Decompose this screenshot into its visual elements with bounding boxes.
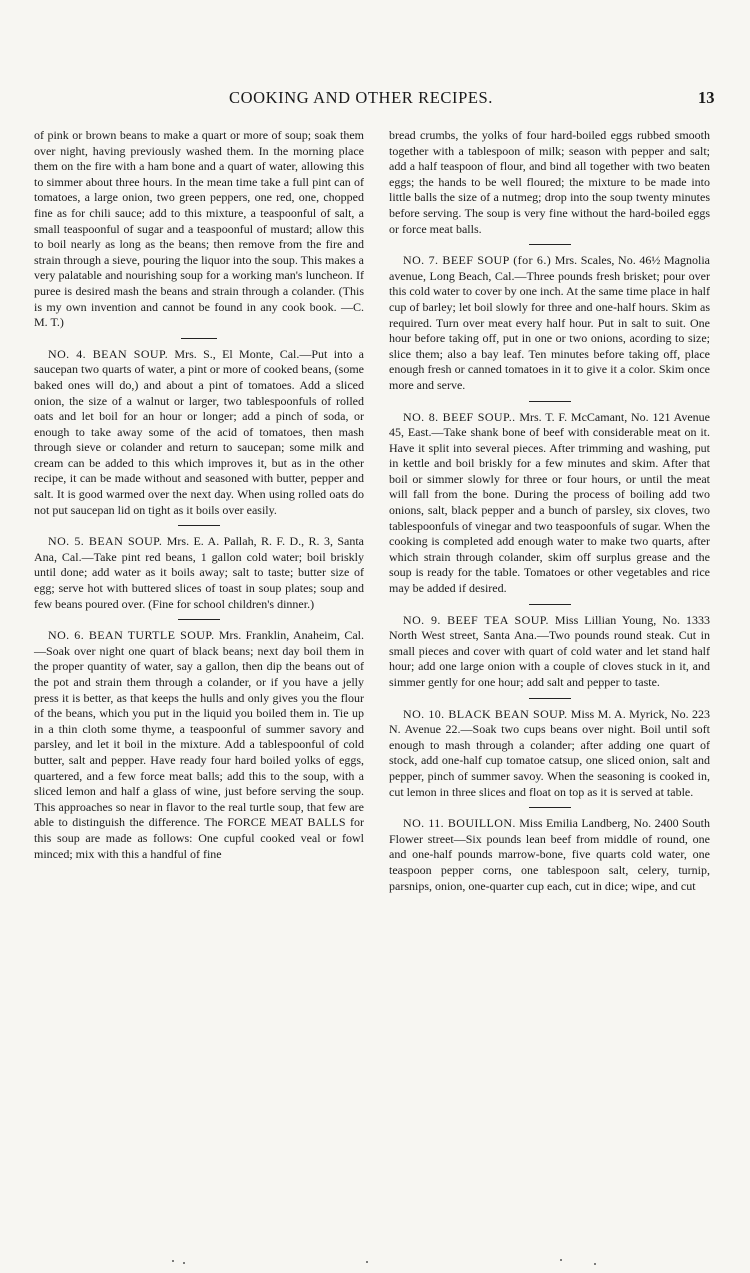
recipe-text: Mrs. S., El Monte, Cal.—Put into a saucepan two quarts of water, a pint or more of cooked beans, (some baked ones will do,) and about a pint of tomatoes. Add a sliced onion, the size of a walnut or larger, two tablespoonfuls of rolled oats and let boil for an hour or longer; add a pinch of soda, or enough to take away some of the acid of tomatoes, then mash through sieve or colander and return to saucepan; some milk and cream can be added to this which improves it, but as in the other recipe, it can be made without and seasoned with butter, pepper and salt. It is good warmed over the next day. When using rolled oats do not put saucepan lid on tight as it boils over easily.: [34, 346, 364, 517]
recipe-text: Mrs. Scales, No. 46½ Magnolia avenue, Long Beach, Cal.—Three pounds fresh brisket; pour over this cold water to cover by one inch. At the same time place in half cup of barley; let boil slowly for three and one-half hours. Skim as required. Turn over meat every half hour. Put in salt to suit. One hour before taking off, put in one or two onions, acording to size; slice them; also a bay leaf. Ten minutes before taking off, place enough fresh or canned tomatoes in it to give it a color. Skim once more and serve.: [389, 253, 711, 392]
right-column: [389, 128, 710, 901]
recipe-4: [34, 347, 364, 519]
recipe-text: Miss M. A. Myrick, No. 223 N. Avenue 22.—Soak two cups beans over night. Boil until soft enough to mash through a colander; after adding one quart of stock, add one-half cup tomatoe catsup, one sliced onion, salt and pepper, pinch of summer savoy. When the seasoning is cooked in, cut lemon in three slices and float on top as it is served at table.: [389, 706, 711, 799]
recipe-text: bread crumbs, the yolks of four hard-boiled eggs rubbed smooth together with a tablespoon of milk; season with pepper and salt; add a half teaspoon of flour, and bind all together with two beaten eggs; the hands to be well floured; the mixture to be made into little balls the size of a nutmeg; drop into the soup twenty minutes before serving. The soup is very fine without the hard-boiled eggs or force meat balls.: [389, 128, 710, 236]
page-number: 13: [698, 88, 715, 107]
recipe-text: Mrs. Franklin, Anaheim, Cal.—Soak over night one quart of black beans; next day boil them in the proper quantity of water, say a gallon, then dip the beans out of the pot and strain them through a colander, or if you have a jelly press it is better, as that keeps the hulls and only gives you the flour of the beans, which you put in the liquid you boiled them in. Tie up in a thin cloth some thyme, a teaspoonful of summer savory and parsley, and let it boil in the mixture. Add a tablespoonful of cold butter, salt and pepper. Have ready four hard boiled yolks of eggs, quartered, and a few force meat balls; add this to the soup, with a sliced lemon and half a glass of wine, just before serving the soup. This approaches so near in flavor to the real turtle soup, that few are able to distinguish the difference. The FORCE MEAT BALLS for this soup are made as follows: One cupful cooked veal or fowl minced; mix with this a handful of fine: [34, 628, 364, 861]
recipe-text: Miss Lillian Young, No. 1333 North West street, Santa Ana.—Two pounds round steak. Cut in small pieces and cover with quart of cold water and let stand half hour; add one large onion with a couple of cloves stuck in it, and simmer gently for one hour; add salt and pepper to taste.: [389, 612, 710, 689]
recipe-11: [389, 816, 710, 894]
section-rule: [529, 604, 571, 605]
recipe-heading: NO. 11. BOUILLON.: [403, 816, 516, 831]
recipe-heading: NO. 6. BEAN TURTLE SOUP.: [48, 628, 215, 643]
recipe-heading: NO. 9. BEEF TEA SOUP.: [403, 612, 549, 627]
speck: [183, 1262, 185, 1264]
recipe-6: [34, 628, 364, 862]
recipe-10: [389, 707, 710, 801]
recipe-text: Mrs. T. F. McCamant, No. 121 Avenue 45, East.—Take shank bone of beef with considerable meat on it. Have it split into several pieces. After trimming and washing, put in kettle and boil briskly for a few minutes and skim. After that boil or simmer slowly for three or four hours, or until the meat will fall from the bone. During the process of boiling add two onions, salt, black pepper and a bunch of parsley, six cloves, two tablespoonfuls of vinegar and two teaspoonfuls of sugar. When the cooking is completed add enough water to make two quarts, after which strain through colander, skim off surplus grease and the soup is ready for the table. Tomatoes or other vegetables and rice may be added if desired.: [389, 409, 710, 596]
speck: [172, 1260, 174, 1262]
recipe-7: [389, 253, 710, 393]
section-rule: [178, 619, 220, 620]
recipe-heading: NO. 7. BEEF SOUP (for 6.): [403, 253, 552, 268]
speck: [594, 1263, 596, 1265]
speck: [366, 1261, 368, 1263]
recipe-heading: NO. 10. BLACK BEAN SOUP.: [403, 706, 568, 721]
section-rule: [529, 807, 571, 808]
page-header: [0, 88, 750, 110]
section-rule: [181, 338, 217, 339]
section-rule: [529, 244, 571, 245]
recipe-continued-left: [34, 128, 364, 331]
recipe-continued-right: [389, 128, 710, 237]
recipe-heading: NO. 8. BEEF SOUP..: [403, 409, 516, 424]
scan-specks: [0, 1258, 750, 1268]
recipe-text: of pink or brown beans to make a quart or more of soup; soak them over night, having previously washed them. In the morning place them on the fire with a ham bone and a quart of water, allowing this to simmer about three hours. In the mean time take a full pint can of tomatoes, a large onion, two green peppers, one red, one, chopped fine as for chili sauce; add to this mixture, a teaspoonful of salt, a small teaspoonful of sugar and a teaspoonful of mustard; allow this to boil nearly as long as the beans; then remove from the fire and strain through a sieve, pouring the liquor into the soup. This makes a very palatable and nourishing soup for a working man's luncheon. If puree is desired mash the beans and strain through a colander. (This is my own invention and cannot be found in any cook book. —C. M. T.): [34, 128, 364, 330]
recipe-9: [389, 613, 710, 691]
running-title: COOKING AND OTHER RECIPES.: [229, 88, 494, 107]
section-rule: [529, 698, 571, 699]
section-rule: [529, 401, 571, 402]
recipe-5: [34, 534, 364, 612]
recipe-8: [389, 410, 710, 597]
recipe-heading: NO. 4. BEAN SOUP.: [48, 346, 169, 361]
speck: [560, 1259, 562, 1261]
recipe-text: Mrs. E. A. Pallah, R. F. D., R. 3, Santa Ana, Cal.—Take pint red beans, 1 gallon cold water; boil briskly until done; add water as it boils away; salt to taste; butter size of egg; serve hot with buttered slices of toast in soup plates; soup and few beans poured over. (Fine for school children's dinner.): [34, 534, 364, 611]
left-column: [34, 128, 364, 869]
recipe-text: Miss Emilia Landberg, No. 2400 South Flower street—Six pounds lean beef from middle of round, one and one-half pounds marrow-bone, five quarts cold water, one teaspoon pepper corns, one tablespoon salt, celery, turnip, parsnips, onion, one-quarter cup each, cut in dice; wipe, and cut: [389, 816, 710, 893]
recipe-heading: NO. 5. BEAN SOUP.: [48, 534, 163, 549]
section-rule: [178, 525, 220, 526]
